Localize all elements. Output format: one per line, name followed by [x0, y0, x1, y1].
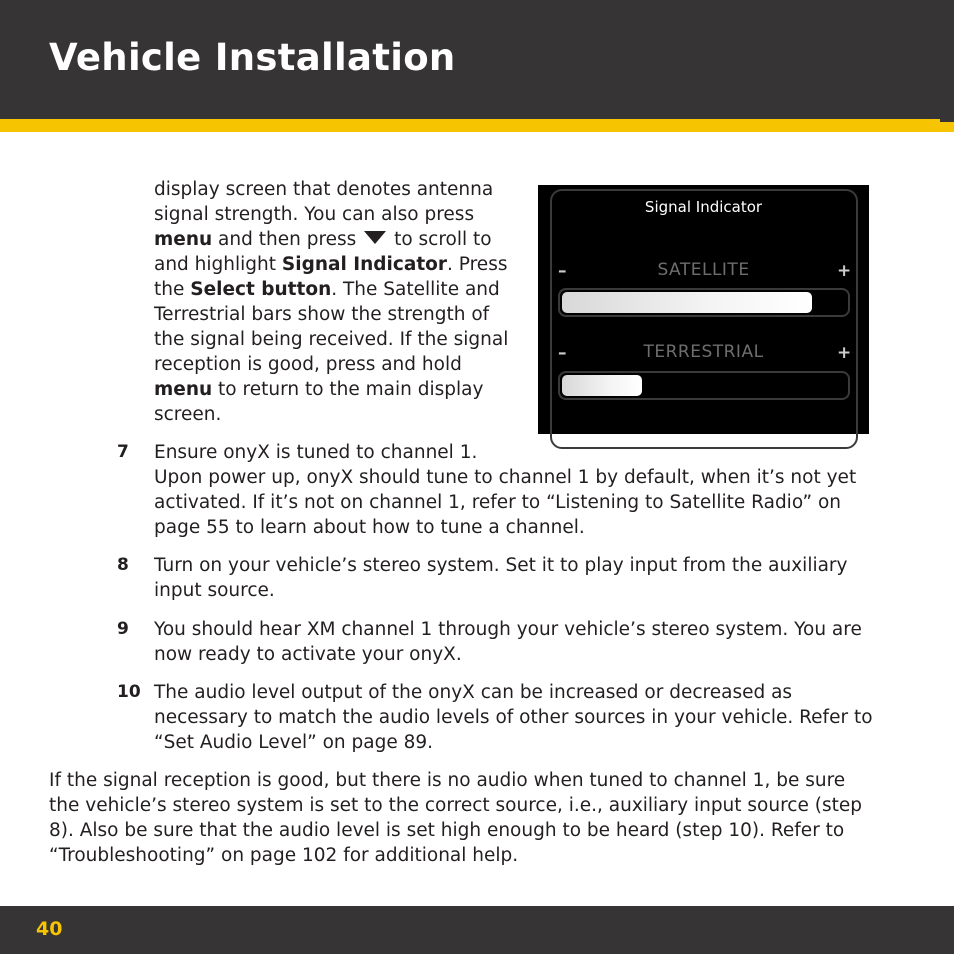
step-text: The audio level output of the onyX can be increased or decreased as necessary to match the audio levels of other sources in your vehicle. Refer to “Set Audio Level” on page 89.	[154, 682, 873, 753]
satellite-label: SATELLITE	[657, 260, 750, 280]
step-line: Ensure onyX is tuned to channel 1.	[154, 442, 478, 463]
terrestrial-bar-track	[558, 371, 850, 400]
accent-divider	[0, 119, 954, 132]
terrestrial-plus-icon: +	[837, 343, 852, 363]
intro-text: display screen that denotes antenna signal strength. You can also press	[154, 179, 494, 225]
menu-keyword: menu	[154, 229, 213, 250]
intro-text: to scroll to and highlight	[154, 229, 492, 275]
satellite-bar-track	[558, 288, 850, 317]
intro-text: . Press the	[154, 254, 508, 300]
step-text: You should hear XM channel 1 through your vehicle’s stereo system. You are now ready to activate your onyX.	[154, 619, 862, 665]
page-footer	[0, 906, 954, 954]
step-number: 9	[117, 619, 129, 639]
signal-indicator-screen	[538, 185, 869, 434]
menu-keyword: menu	[154, 379, 213, 400]
satellite-bar-fill	[562, 292, 812, 313]
step-text: Turn on your vehicle’s stereo system. Set it to play input from the auxiliary input source.	[154, 555, 848, 601]
page-title: Vehicle Installation	[49, 36, 456, 79]
closing-paragraph: If the signal reception is good, but there is no audio when tuned to channel 1, be sure the vehicle’s stereo system is set to the correct source, i.e., auxiliary input source (step 8). Also be sure that the audio level is set high enough to be heard (step 10). Refer to “Troubleshooting” on page 102 for additional help.	[49, 770, 862, 866]
select-button-keyword: Select button	[190, 279, 332, 300]
signal-indicator-keyword: Signal Indicator	[281, 254, 448, 275]
down-triangle-icon	[364, 231, 386, 244]
terrestrial-minus-icon: –	[558, 343, 567, 363]
step-line: Upon power up, onyX should tune to channel 1 by default, when it’s not yet activated. If it’s not on channel 1, refer to “Listening to Satellite Radio” on page 55 to learn about how to tune a channel.	[154, 467, 857, 538]
step-number: 10	[117, 682, 141, 702]
terrestrial-bar-fill	[562, 375, 642, 396]
intro-paragraph	[154, 177, 524, 427]
satellite-plus-icon: +	[837, 261, 852, 281]
intro-text: and then press	[212, 229, 363, 250]
intro-text: . The Satellite and Terrestrial bars show the strength of the signal being received. If the signal reception is good, press and hold	[154, 279, 509, 375]
screen-frame	[550, 189, 858, 449]
step-number: 7	[117, 442, 129, 462]
page-header	[0, 0, 954, 119]
step-text	[154, 440, 874, 540]
satellite-minus-icon: –	[558, 261, 567, 281]
page-number: 40	[36, 918, 63, 940]
step-number: 8	[117, 555, 129, 575]
terrestrial-label: TERRESTRIAL	[643, 342, 764, 362]
intro-text: to return to the main display screen.	[154, 379, 484, 425]
screen-title: Signal Indicator	[644, 198, 763, 216]
